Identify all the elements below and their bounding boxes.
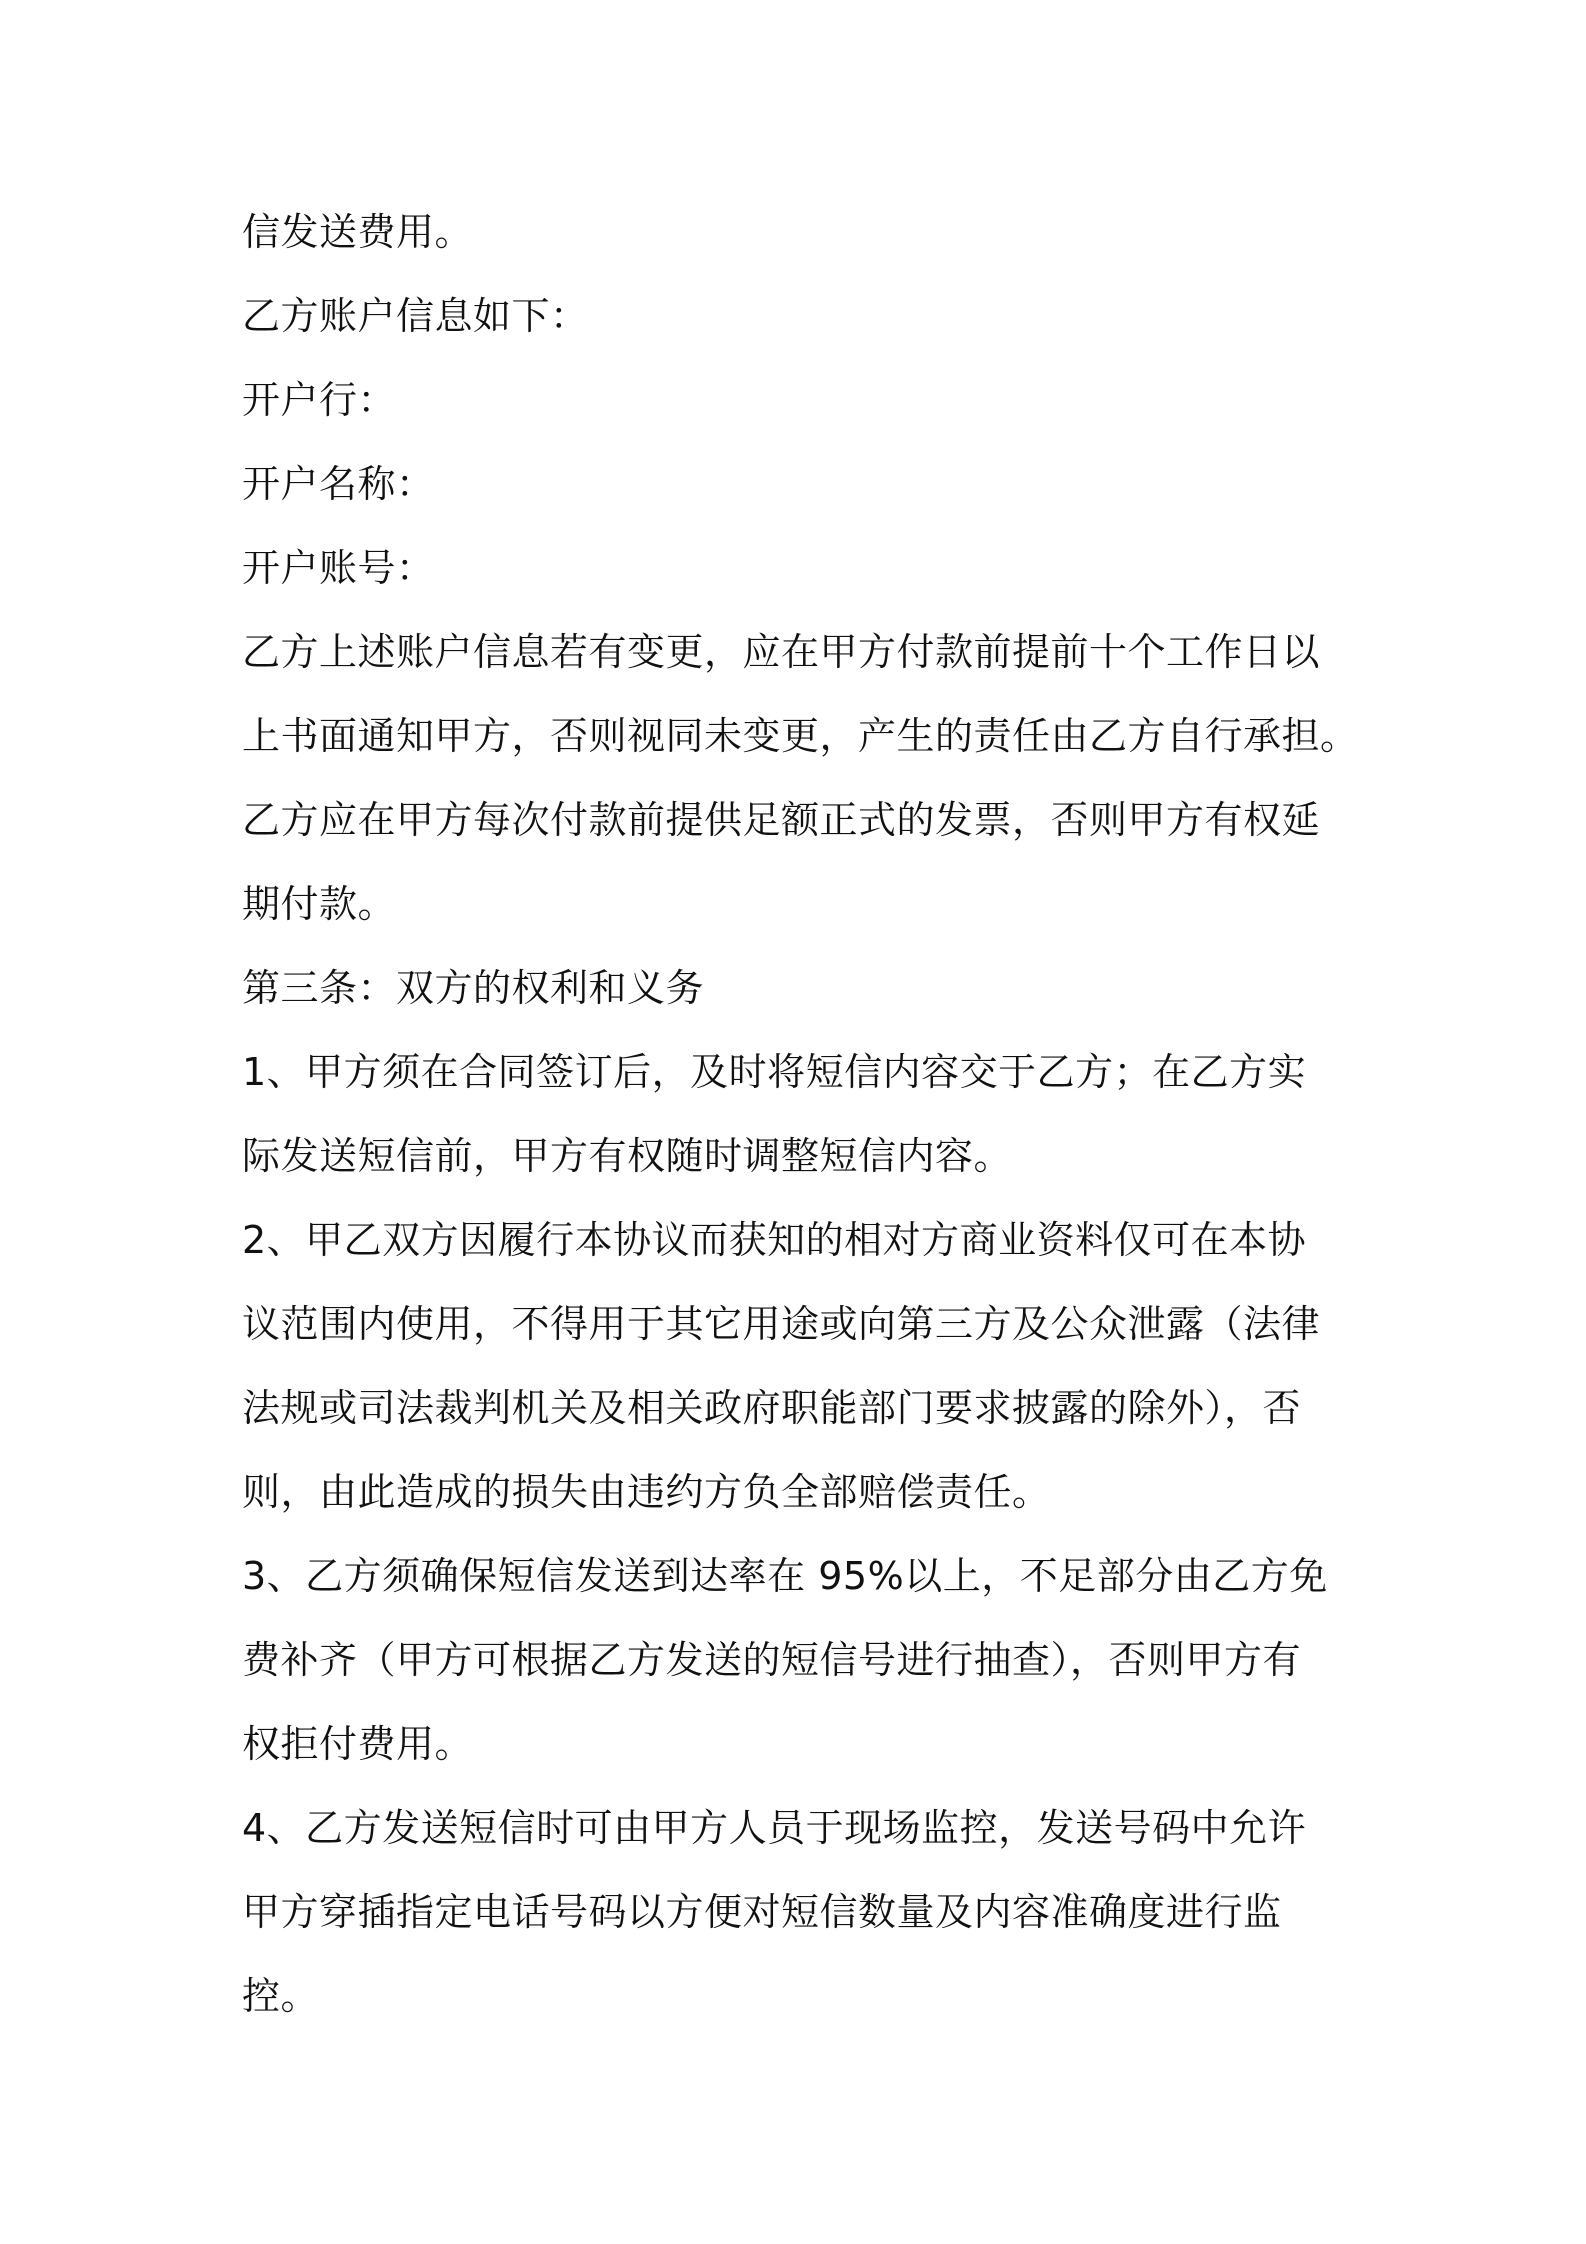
contract-text [242,190,1362,2038]
text-line: 乙方应在甲方每次付款前提供足额正式的发票，否则甲方有权延 [242,798,1321,842]
text-line: 际发送短信前，甲方有权随时调整短信内容。 [242,1134,1013,1178]
text-line: 开户名称： [242,462,435,506]
text-line: 甲方穿插指定电话号码以方便对短信数量及内容准确度进行监 [242,1890,1282,1934]
text-line: 法规或司法裁判机关及相关政府职能部门要求披露的除外），否 [242,1386,1302,1430]
text-line: 期付款。 [242,882,397,926]
text-line: 费补齐（甲方可根据乙方发送的短信号进行抽查），否则甲方有 [242,1638,1302,1682]
text-line: 乙方账户信息如下： [242,294,589,338]
text-line: 信发送费用。 [242,210,474,254]
text-line: 4、乙方发送短信时可由甲方人员于现场监控，发送号码中允许 [242,1806,1307,1850]
text-line: 则，由此造成的损失由违约方负全部赔偿责任。 [242,1470,1051,1514]
text-line: 乙方上述账户信息若有变更，应在甲方付款前提前十个工作日以 [242,630,1321,674]
section-heading: 第三条：双方的权利和义务 [242,966,705,1010]
text-line: 开户行： [242,378,397,422]
text-line: 1、甲方须在合同签订后，及时将短信内容交于乙方；在乙方实 [242,1050,1307,1094]
text-line: 开户账号： [242,546,435,590]
text-line: 控。 [242,1974,320,2018]
text-line: 上书面通知甲方，否则视同未变更，产生的责任由乙方自行承担。 [242,714,1359,758]
text-line: 议范围内使用，不得用于其它用途或向第三方及公众泄露（法律 [242,1302,1321,1346]
text-line: 2、甲乙双方因履行本协议而获知的相对方商业资料仅可在本协 [242,1218,1307,1262]
text-line: 权拒付费用。 [242,1722,474,1766]
text-line: 3、乙方须确保短信发送到达率在 95%以上，不足部分由乙方免 [242,1554,1328,1598]
